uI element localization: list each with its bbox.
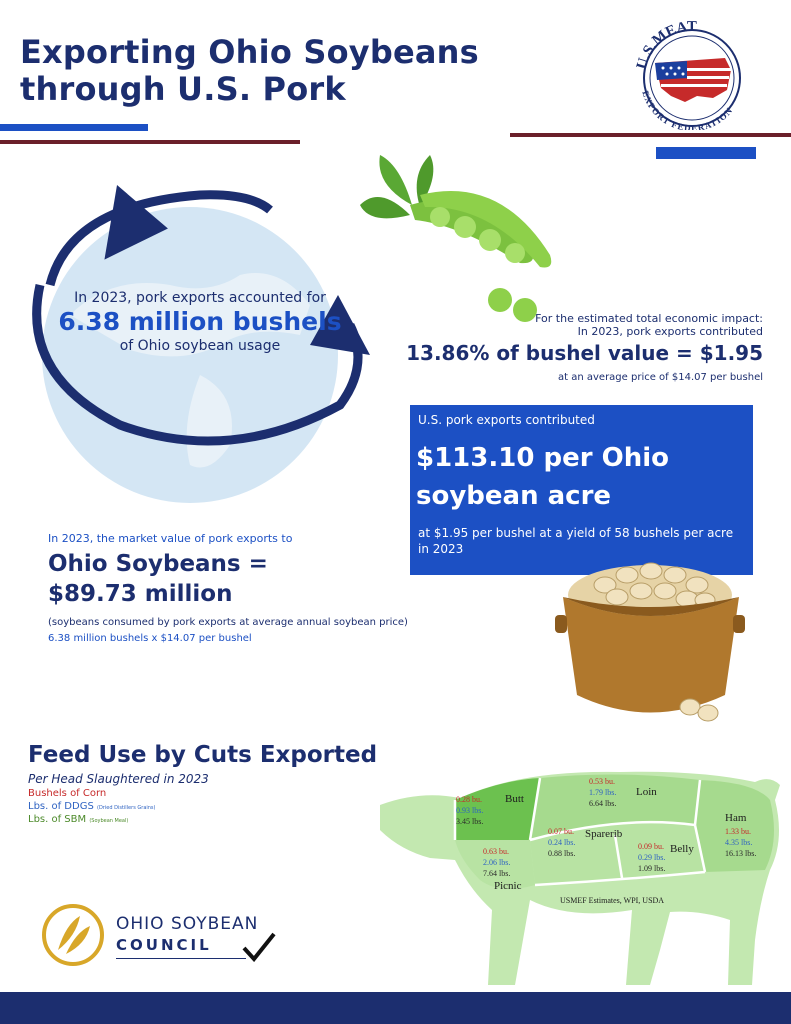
picnic-sbm: 7.64 lbs. <box>483 869 511 878</box>
market-note: (soybeans consumed by pork exports at average annual soybean price) <box>48 617 408 628</box>
soybean-pods-image <box>340 145 570 325</box>
legend-ddgs-label: Lbs. of DDGS <box>28 801 94 812</box>
acre-highlight <box>416 439 669 515</box>
soybean-bowl-image <box>555 545 755 730</box>
cut-sparerib-values <box>548 826 575 859</box>
impact-highlight: 13.86% of bushel value = $1.95 <box>406 341 763 365</box>
market-calc: 6.38 million bushels x $14.07 per bushel <box>48 633 252 644</box>
feed-subtitle: Per Head Slaughtered in 2023 <box>28 772 209 786</box>
soybean-emblem-icon <box>40 902 106 968</box>
cut-sparerib-name: Sparerib <box>585 828 623 840</box>
globe-text-block <box>40 290 360 354</box>
title-underline-maroon <box>0 140 300 144</box>
svg-text:U.S.MEAT: U.S.MEAT <box>633 18 697 72</box>
picnic-corn: 0.63 bu. <box>483 847 509 856</box>
source-note: USMEF Estimates, WPI, USDA <box>560 896 665 905</box>
globe-line-1: In 2023, pork exports accounted for <box>74 290 326 306</box>
legend-ddgs <box>28 801 377 812</box>
belly-corn: 0.09 bu. <box>638 842 664 851</box>
pig-cuts-diagram <box>360 760 791 990</box>
title-line-2: through U.S. Pork <box>20 70 346 108</box>
title-line-1: Exporting Ohio Soybeans <box>20 33 479 71</box>
acre-highlight-line-1: $113.10 per Ohio <box>416 443 669 473</box>
market-text-block <box>48 532 488 644</box>
globe-highlight: 6.38 million bushels <box>58 307 342 336</box>
logo-underline-maroon <box>510 133 791 137</box>
cut-loin-name: Loin <box>636 786 657 798</box>
legend-sbm <box>28 814 377 825</box>
impact-note: at an average price of $14.07 per bushel <box>558 372 763 383</box>
loin-sbm: 6.64 lbs. <box>589 799 617 808</box>
osc-line-1: OHIO SOYBEAN <box>116 914 259 934</box>
usmef-logo <box>627 18 757 130</box>
cut-butt-name: Butt <box>505 793 524 805</box>
impact-line-2: In 2023, pork exports contributed <box>577 325 763 338</box>
loin-ddgs: 1.79 lbs. <box>589 788 617 797</box>
belly-ddgs: 0.29 lbs. <box>638 853 666 862</box>
sparerib-corn: 0.07 bu. <box>548 827 574 836</box>
acre-highlight-line-2: soybean acre <box>416 481 612 511</box>
legend-sbm-label: Lbs. of SBM <box>28 814 87 825</box>
osc-line-2: COUNCIL <box>116 936 212 954</box>
legend-ddgs-note: (Dried Distillers Grains) <box>97 805 156 811</box>
loin-corn: 0.53 bu. <box>589 777 615 786</box>
ham-corn: 1.33 bu. <box>725 827 751 836</box>
logo-underline-blue <box>656 147 756 159</box>
svg-text:EXPORT FEDERATION: EXPORT FEDERATION <box>640 89 735 130</box>
feed-section-header <box>28 742 377 825</box>
sparerib-sbm: 0.88 lbs. <box>548 849 576 858</box>
butt-corn: 0.28 bu. <box>456 795 482 804</box>
cut-picnic-values <box>483 846 510 879</box>
impact-intro: For the estimated total economic impact: <box>535 312 763 325</box>
sparerib-ddgs: 0.24 lbs. <box>548 838 576 847</box>
cut-ham-values <box>725 826 756 859</box>
checkmark-icon <box>242 932 276 962</box>
butt-ddgs: 0.93 lbs. <box>456 806 484 815</box>
market-highlight-line-2: $89.73 million <box>48 581 233 607</box>
cut-belly-values <box>638 841 665 874</box>
market-highlight-line-1: Ohio Soybeans = <box>48 551 268 577</box>
cut-loin-values <box>589 776 616 809</box>
ohio-soybean-council-logo <box>40 902 280 968</box>
globe-line-3: of Ohio soybean usage <box>119 338 281 354</box>
cut-belly-name: Belly <box>670 843 694 855</box>
cut-butt-values <box>456 794 483 827</box>
ham-ddgs: 4.35 lbs. <box>725 838 753 847</box>
acre-intro: U.S. pork exports contributed <box>418 413 595 427</box>
impact-text-block <box>380 312 763 383</box>
cut-picnic-name: Picnic <box>494 880 522 892</box>
belly-sbm: 1.09 lbs. <box>638 864 666 873</box>
butt-sbm: 3.45 lbs. <box>456 817 484 826</box>
legend-corn: Bushels of Corn <box>28 788 107 799</box>
legend-sbm-note: (Soybean Meal) <box>89 818 129 824</box>
cut-ham-name: Ham <box>725 812 747 824</box>
feed-title: Feed Use by Cuts Exported <box>28 742 378 768</box>
osc-underline <box>116 958 246 959</box>
acre-note: at $1.95 per bushel at a yield of 58 bushels per acre in 2023 <box>418 526 734 556</box>
title-underline-blue <box>0 124 148 131</box>
ham-sbm: 16.13 lbs. <box>725 849 757 858</box>
market-intro: In 2023, the market value of pork exports to <box>48 532 293 545</box>
page-title <box>20 34 479 108</box>
footer-bar <box>0 992 791 1024</box>
picnic-ddgs: 2.06 lbs. <box>483 858 511 867</box>
